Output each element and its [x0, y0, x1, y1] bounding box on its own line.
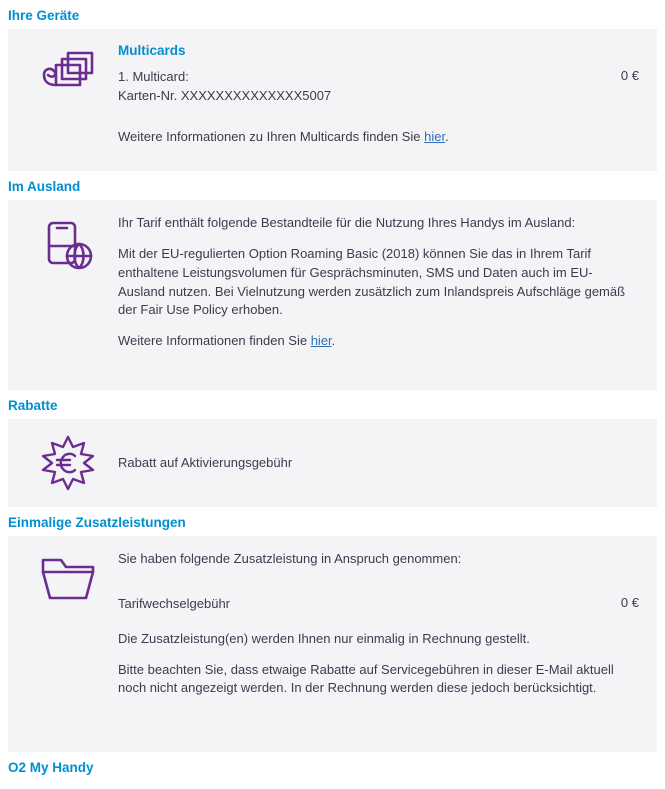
panel-onetime	[8, 536, 657, 752]
onetime-item-label: Tarifwechselgebühr	[118, 595, 231, 611]
devices-headline: Multicards	[118, 43, 186, 58]
onetime-item-amount: 0 €	[620, 594, 639, 610]
section-title-discounts: Rabatte	[8, 398, 58, 413]
multicard-info-prefix: Weitere Informationen zu Ihren Multicards finden Sie	[118, 128, 425, 144]
content-discounts	[118, 454, 647, 473]
multicard-info-link[interactable]: hier	[424, 128, 446, 144]
content-devices	[118, 43, 647, 147]
abroad-paragraph-2: Mit der EU-regulierten Option Roaming Basic (2018) können Sie das in Ihrem Tarif enthaltene Leistungsvolumen für Gesprächsminuten, SMS und Daten auch im EU-Ausland nutzen. Bei Vielnutzung werden zusätzlich zum Inlandspreis Aufschläge gemäß der Fair Use Policy erhoben.	[118, 245, 626, 318]
content-abroad	[118, 214, 647, 351]
panel-devices	[8, 29, 657, 171]
abroad-paragraph-1: Ihr Tarif enthält folgende Bestandteile für die Nutzung Ihres Handys im Ausland:	[118, 215, 576, 230]
icon-cell-onetime	[18, 550, 118, 606]
onetime-note-2: Bitte beachten Sie, dass etwaige Rabatte auf Servicegebühren in dieser E-Mail aktuell noch nicht angezeigt werden. In der Rechnung werden diese jedoch berücksichtigt.	[118, 661, 614, 696]
content-onetime	[118, 550, 647, 698]
icon-cell-abroad	[18, 214, 118, 276]
icon-cell-discounts	[18, 434, 118, 492]
phone-roaming-icon	[37, 218, 99, 276]
panel-abroad	[8, 200, 657, 390]
multicard-icon	[38, 47, 98, 103]
onetime-intro: Sie haben folgende Zusatzleistung in Anspruch genommen:	[118, 551, 462, 566]
multicard-line-1: 1. Multicard:	[118, 69, 189, 84]
folder-icon	[37, 554, 99, 606]
section-title-onetime: Einmalige Zusatzleistungen	[8, 515, 186, 530]
icon-cell-devices	[18, 43, 118, 103]
section-title-abroad: Im Ausland	[8, 179, 81, 194]
abroad-info-link[interactable]: hier	[310, 333, 332, 349]
onetime-note-1: Die Zusatzleistung(en) werden Ihnen nur einmalig in Rechnung gestellt.	[118, 630, 530, 646]
euro-star-icon	[38, 434, 98, 492]
multicard-amount: 0 €	[620, 68, 639, 83]
abroad-info-text	[118, 332, 639, 351]
section-title-myhandy: O2 My Handy	[8, 760, 94, 775]
abroad-info-suffix: .	[331, 333, 336, 349]
multicard-line-2: Karten-Nr. XXXXXXXXXXXXXX5007	[118, 87, 332, 103]
section-title-devices: Ihre Geräte	[8, 8, 80, 23]
multicard-row	[118, 68, 639, 106]
onetime-item-row	[118, 595, 639, 614]
discount-text: Rabatt auf Aktivierungsgebühr	[118, 454, 293, 470]
panel-discounts	[8, 419, 657, 507]
multicard-info-text	[118, 128, 639, 147]
multicard-info-suffix: .	[445, 128, 449, 144]
abroad-info-prefix: Weitere Informationen finden Sie	[118, 333, 311, 349]
